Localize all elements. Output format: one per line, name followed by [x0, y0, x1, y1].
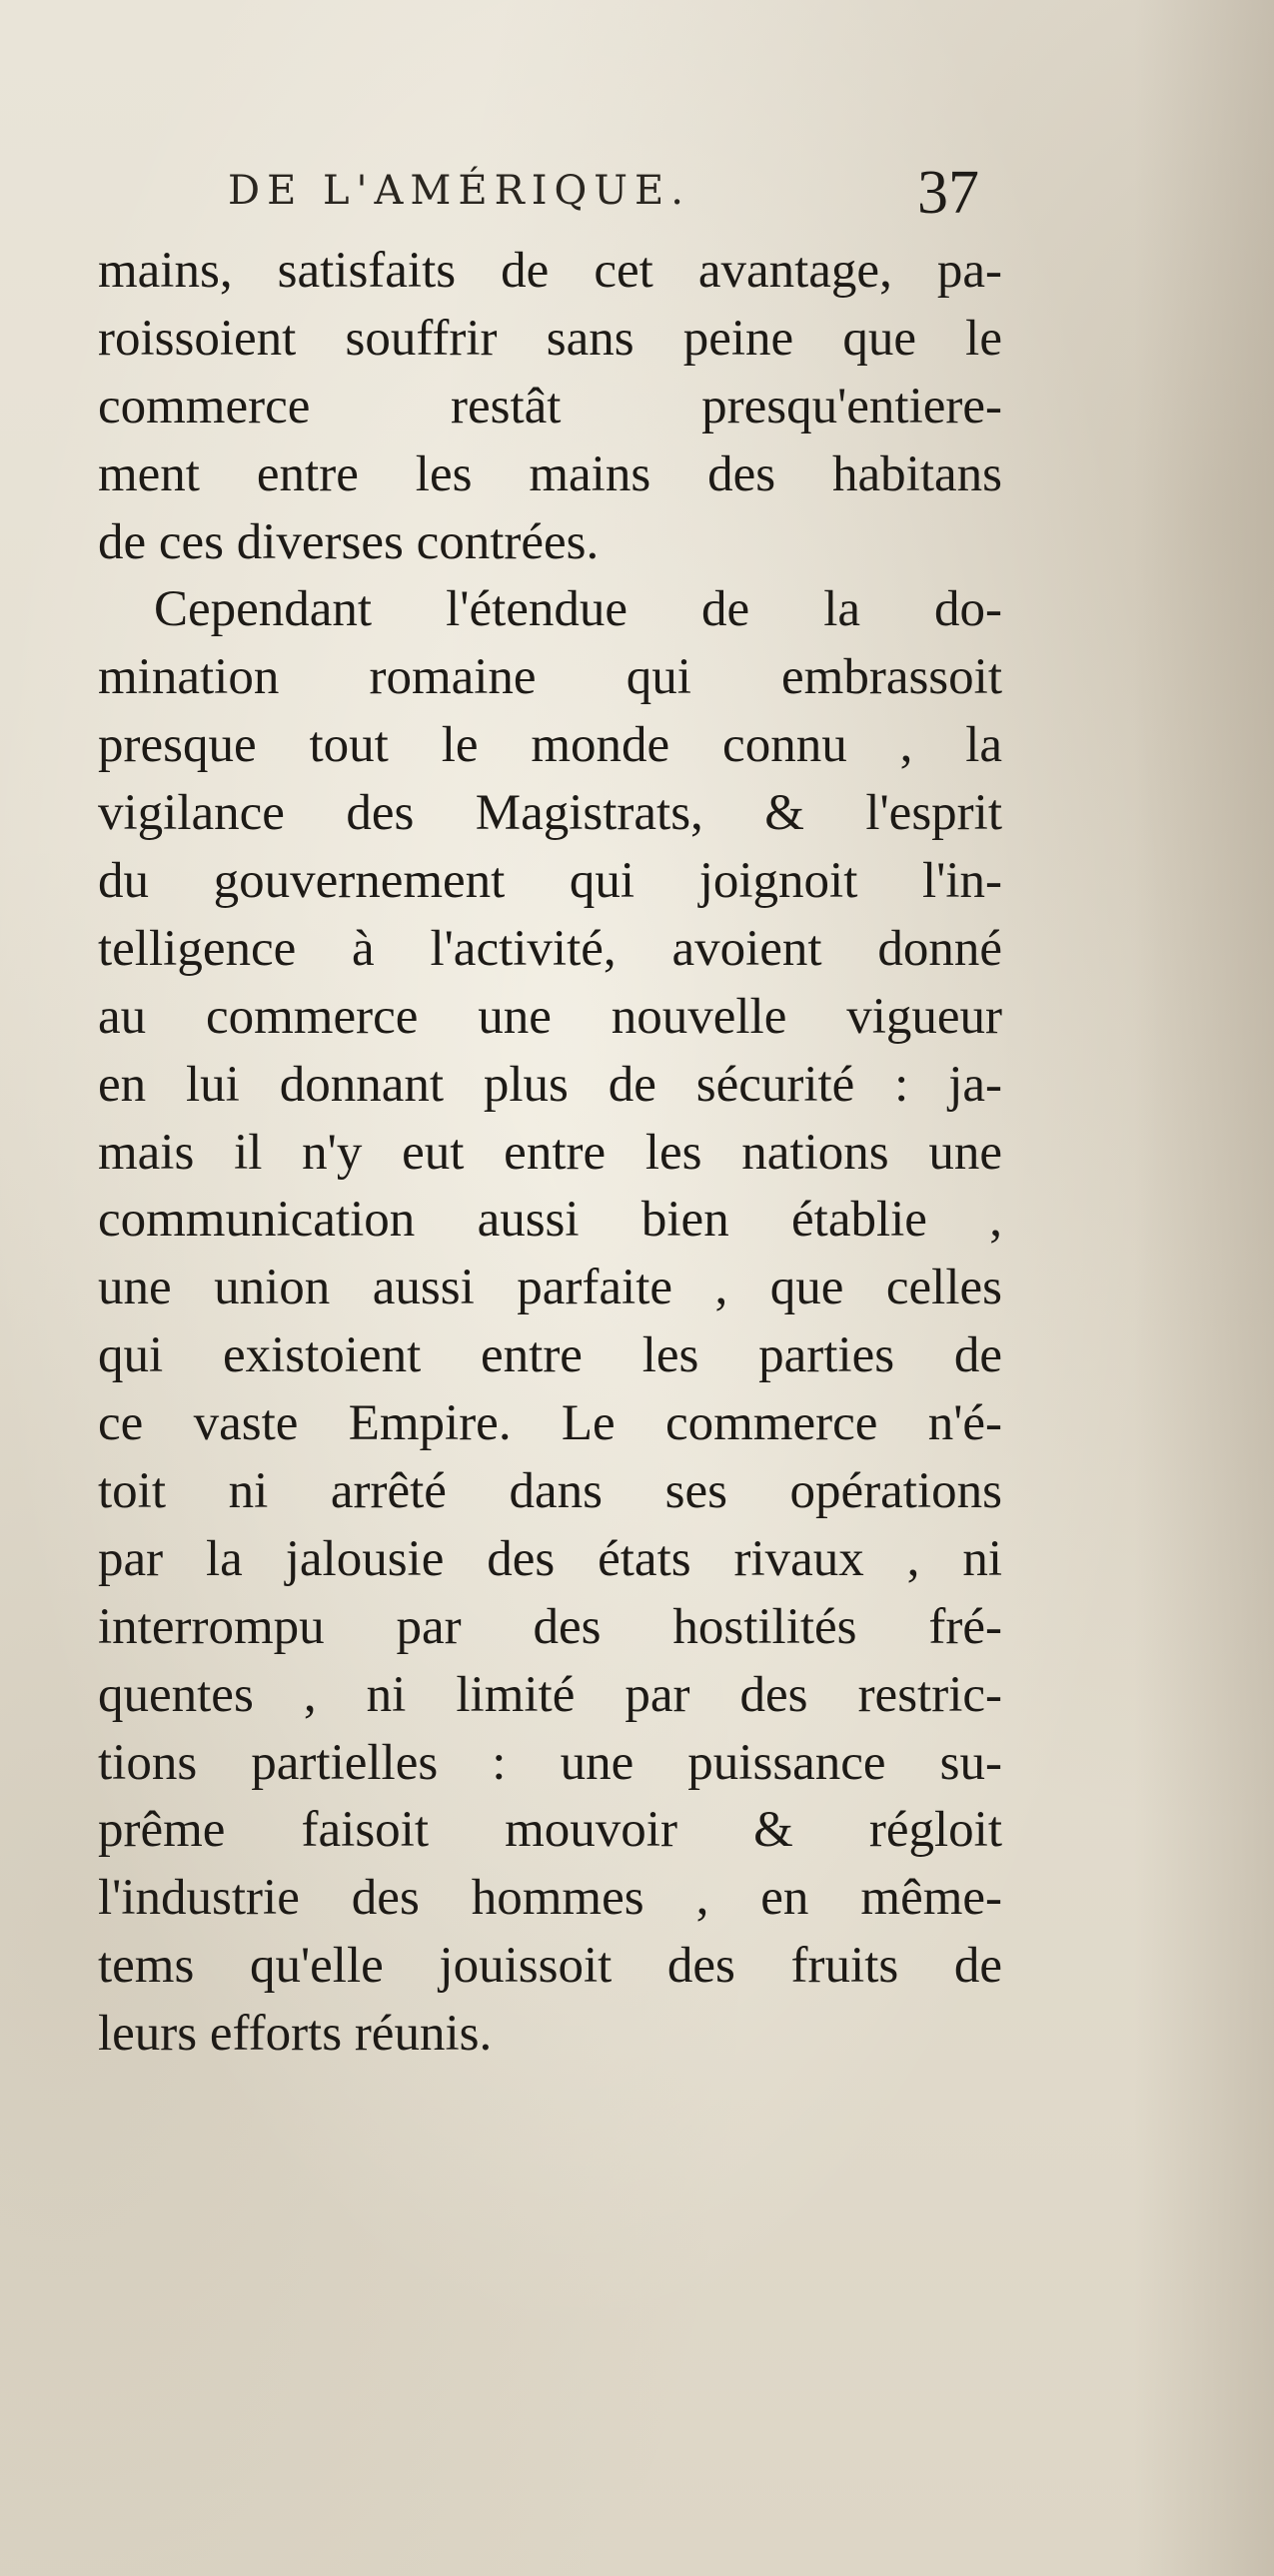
running-title: DE L'AMÉRIQUE. [228, 168, 690, 214]
text-line: mains, satisfaits de cet avantage, pa- [98, 243, 1002, 299]
text-line: commerce restât presqu'entiere- [98, 378, 1002, 434]
text-line: du gouvernement qui joignoit l'in- [98, 853, 1002, 910]
text-line: l'industrie des hommes , en même- [98, 1870, 1002, 1927]
text-line: prême faisoit mouvoir & régloit [98, 1802, 1002, 1859]
text-line: ce vaste Empire. Le commerce n'é- [98, 1395, 1002, 1452]
text-line: ment entre les mains des habitans [98, 445, 1002, 502]
text-line: roissoient souffrir sans peine que le [98, 310, 1002, 367]
text-line: quentes , ni limité par des restric- [98, 1666, 1002, 1723]
text-line: Cependant l'étendue de la do- [154, 581, 1002, 638]
text-line: mais il n'y eut entre les nations une [98, 1124, 1002, 1181]
text-line: mination romaine qui embrassoit [98, 649, 1002, 706]
text-line: en lui donnant plus de sécurité : ja- [98, 1056, 1002, 1113]
text-line: communication aussi bien établie , [98, 1192, 1002, 1249]
text-line: tions partielles : une puissance su- [98, 1734, 1002, 1791]
binding-shadow [1134, 0, 1274, 2576]
text-line: telligence à l'activité, avoient donné [98, 920, 1002, 977]
text-line: de ces diverses contrées. [98, 513, 600, 570]
text-line: tems qu'elle jouissoit des fruits de [98, 1938, 1002, 1995]
page-number: 37 [917, 159, 979, 227]
text-line: une union aussi parfaite , que celles [98, 1260, 1002, 1316]
text-line: au commerce une nouvelle vigueur [98, 988, 1002, 1045]
text-line: par la jalousie des états rivaux , ni [98, 1530, 1002, 1587]
body-text [98, 238, 1002, 2069]
text-line: toit ni arrêté dans ses opérations [98, 1463, 1002, 1520]
text-line: presque tout le monde connu , la [98, 717, 1002, 774]
text-line: leurs efforts réunis. [98, 2006, 493, 2063]
text-line: qui existoient entre les parties de [98, 1327, 1002, 1384]
text-line: interrompu par des hostilités fré- [98, 1598, 1002, 1655]
text-line: vigilance des Magistrats, & l'esprit [98, 785, 1002, 842]
